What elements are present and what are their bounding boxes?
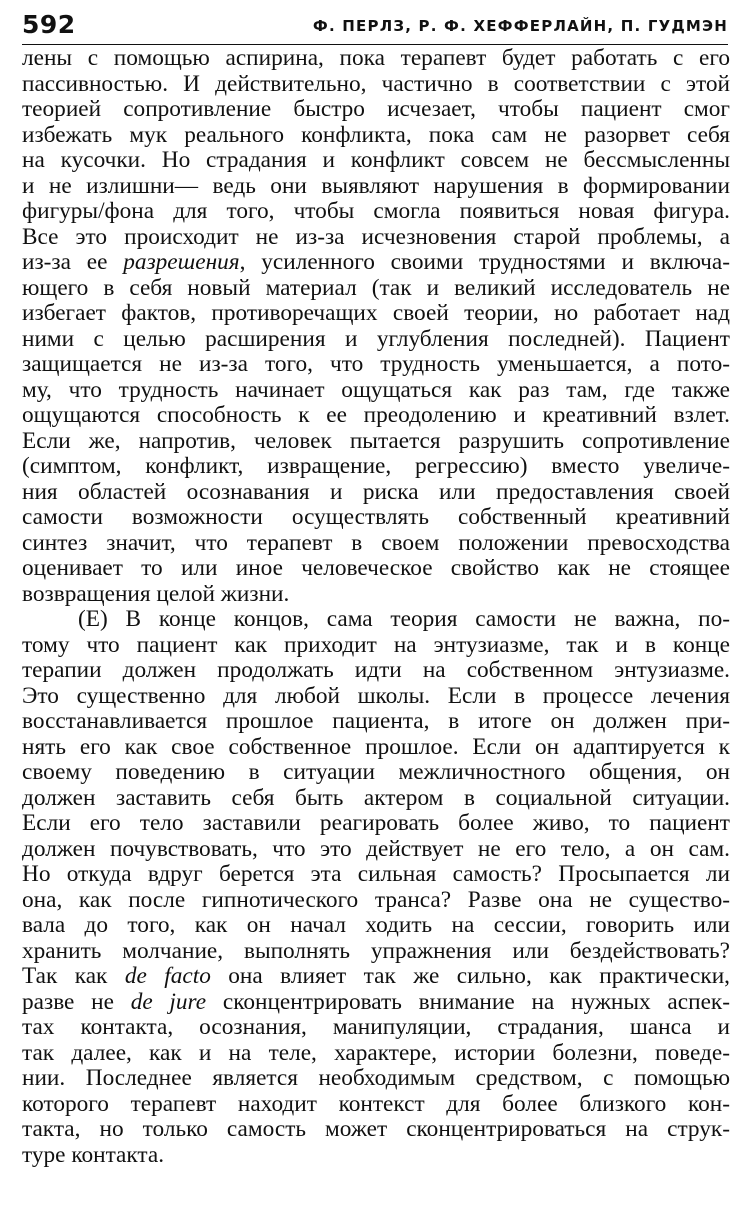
page-header [22, 8, 728, 45]
text-line [22, 403, 730, 429]
text-run: и не излишни— ведь они выявляют нарушения в формировании [22, 172, 730, 199]
text-line [22, 327, 730, 353]
text-line [22, 684, 730, 710]
text-run: ния областей осознавания и риска или предоставления своей [22, 478, 730, 505]
text-line [22, 276, 730, 302]
text-run: своему поведению в ситуации межличностного общения, он [22, 759, 730, 785]
text-line [22, 123, 730, 149]
text-run: нии. Последнее является необходимым средством, с помощью [22, 1065, 730, 1091]
text-run: , усиленного своими трудностями и включа- [239, 249, 730, 275]
text-line [22, 837, 730, 863]
text-line [22, 480, 730, 506]
text-line [22, 97, 730, 123]
text-line [22, 1092, 730, 1118]
text-line [22, 862, 730, 888]
text-run: Все это происходит не из-за исчезновения старой проблемы, а [22, 223, 730, 250]
page-number: 592 [22, 10, 76, 39]
text-run: Если его тело заставили реагировать более живо, то пациент [22, 810, 730, 836]
text-line [22, 250, 730, 276]
text-line [22, 301, 730, 327]
text-run: возвращения целой жизни. [22, 580, 290, 607]
text-run: (симптом, конфликт, извращение, регрессию) вместо увеличе- [22, 453, 730, 479]
text-run: нять его как свое собственное прошлое. Если он адаптируется к [22, 733, 730, 760]
text-run: сконцентрировать внимание на нужных аспек- [206, 988, 730, 1015]
italic-text: de facto [124, 963, 211, 989]
text-run: разве не [22, 988, 131, 1015]
text-line [22, 352, 730, 378]
text-line [22, 811, 730, 837]
text-run: из-за ее [22, 249, 124, 275]
text-run: избегает фактов, противоречащих своей теории, но работает над [22, 300, 730, 326]
text-run: оценивает то или иное человеческое свойство как не стоящее [22, 555, 730, 581]
text-line [22, 1117, 730, 1143]
text-run: (Е) В конце концов, сама теория самости не важна, по- [78, 606, 730, 632]
text-run: туре контакта. [22, 1141, 165, 1168]
text-line [22, 633, 730, 659]
text-line [22, 505, 730, 531]
text-line [22, 658, 730, 684]
text-line [22, 148, 730, 174]
text-line [22, 888, 730, 914]
text-run: Если же, напротив, человек пытается разрушить сопротивление [22, 427, 730, 454]
text-line [22, 1143, 730, 1169]
text-run: такта, но только самость может сконцентрироваться на струк- [22, 1116, 730, 1142]
text-run: так далее, как и на теле, характере, истории болезни, поведе- [22, 1039, 730, 1066]
text-line [22, 556, 730, 582]
text-run: восстанавливается прошлое пациента, в итоге он должен при- [22, 708, 730, 734]
text-run: защищается не из-за того, что трудность уменьшается, а пото- [22, 351, 730, 377]
text-run: самости возможности осуществлять собственный креативний [22, 504, 730, 530]
text-run: Это существенно для любой школы. Если в процессе лечения [22, 682, 730, 709]
running-head: Ф. ПЕРЛЗ, Р. Ф. ХЕФФЕРЛАЙН, П. ГУДМЭН [312, 17, 728, 35]
text-run: которого терапевт находит контекст для более близкого кон- [22, 1090, 730, 1117]
text-run: вала до того, как он начал ходить на сессии, говорить или [22, 912, 730, 938]
text-line [22, 378, 730, 404]
text-run: она влияет так же сильно, как практически, [210, 963, 730, 989]
text-line [22, 582, 730, 608]
text-run: терапии должен продолжать идти на собственном энтузиазме. [22, 657, 730, 683]
text-run: на кусочки. Но страдания и конфликт совсем не бессмысленны [22, 147, 730, 173]
text-line [22, 1066, 730, 1092]
text-line [22, 1015, 730, 1041]
text-run: синтез значит, что терапевт в своем положении превосходства [22, 529, 730, 556]
text-line [22, 913, 730, 939]
text-line [22, 964, 730, 990]
text-run: она, как после гипнотического транса? Разве она не существо- [22, 886, 730, 913]
text-line [22, 786, 730, 812]
text-line [22, 735, 730, 761]
italic-text: разрешения [123, 249, 240, 275]
text-line [22, 174, 730, 200]
text-line [22, 72, 730, 98]
text-run: пассивностью. И действительно, частично в соответствии с этой [22, 70, 730, 97]
text-run: хранить молчание, выполнять упражнения или бездействовать? [22, 937, 730, 964]
text-run: тому что пациент как приходит на энтузиазме, так и в конце [22, 631, 730, 658]
text-line [22, 760, 730, 786]
body-text [22, 46, 730, 1168]
italic-text: de jure [130, 988, 207, 1015]
text-line [22, 990, 730, 1016]
text-run: фигуры/фона для того, чтобы смогла появиться новая фигура. [22, 198, 730, 224]
text-run: ющего в себя новый материал (так и великий исследователь не [22, 274, 730, 301]
text-run: Но откуда вдруг берется эта сильная самость? Просыпается ли [22, 861, 730, 887]
text-run: должен почувствовать, что это действует не его тело, а он сам. [22, 835, 730, 862]
text-run: ощущаются способность к ее преодолению и креативний взлет. [22, 402, 730, 428]
text-line [22, 531, 730, 557]
text-run: му, что трудность начинает ощущаться как раз там, где также [22, 376, 730, 403]
text-line [22, 199, 730, 225]
text-line [22, 607, 730, 633]
text-run: Так как [22, 963, 125, 989]
text-run: избежать мук реального конфликта, пока сам не разорвет себя [22, 121, 730, 148]
text-run: должен заставить себя быть актером в социальной ситуации. [22, 784, 730, 811]
text-run: ними с целью расширения и углубления последней). Пациент [22, 325, 730, 352]
text-line [22, 709, 730, 735]
text-run: тах контакта, осознания, манипуляции, страдания, шанса и [22, 1014, 730, 1040]
text-line [22, 1041, 730, 1067]
text-line [22, 429, 730, 455]
text-line [22, 454, 730, 480]
text-line [22, 225, 730, 251]
text-run: теорией сопротивление быстро исчезает, чтобы пациент смог [22, 96, 730, 122]
text-line [22, 939, 730, 965]
text-run: лены с помощью аспирина, пока терапевт будет работать с его [22, 45, 730, 71]
text-line [22, 46, 730, 72]
